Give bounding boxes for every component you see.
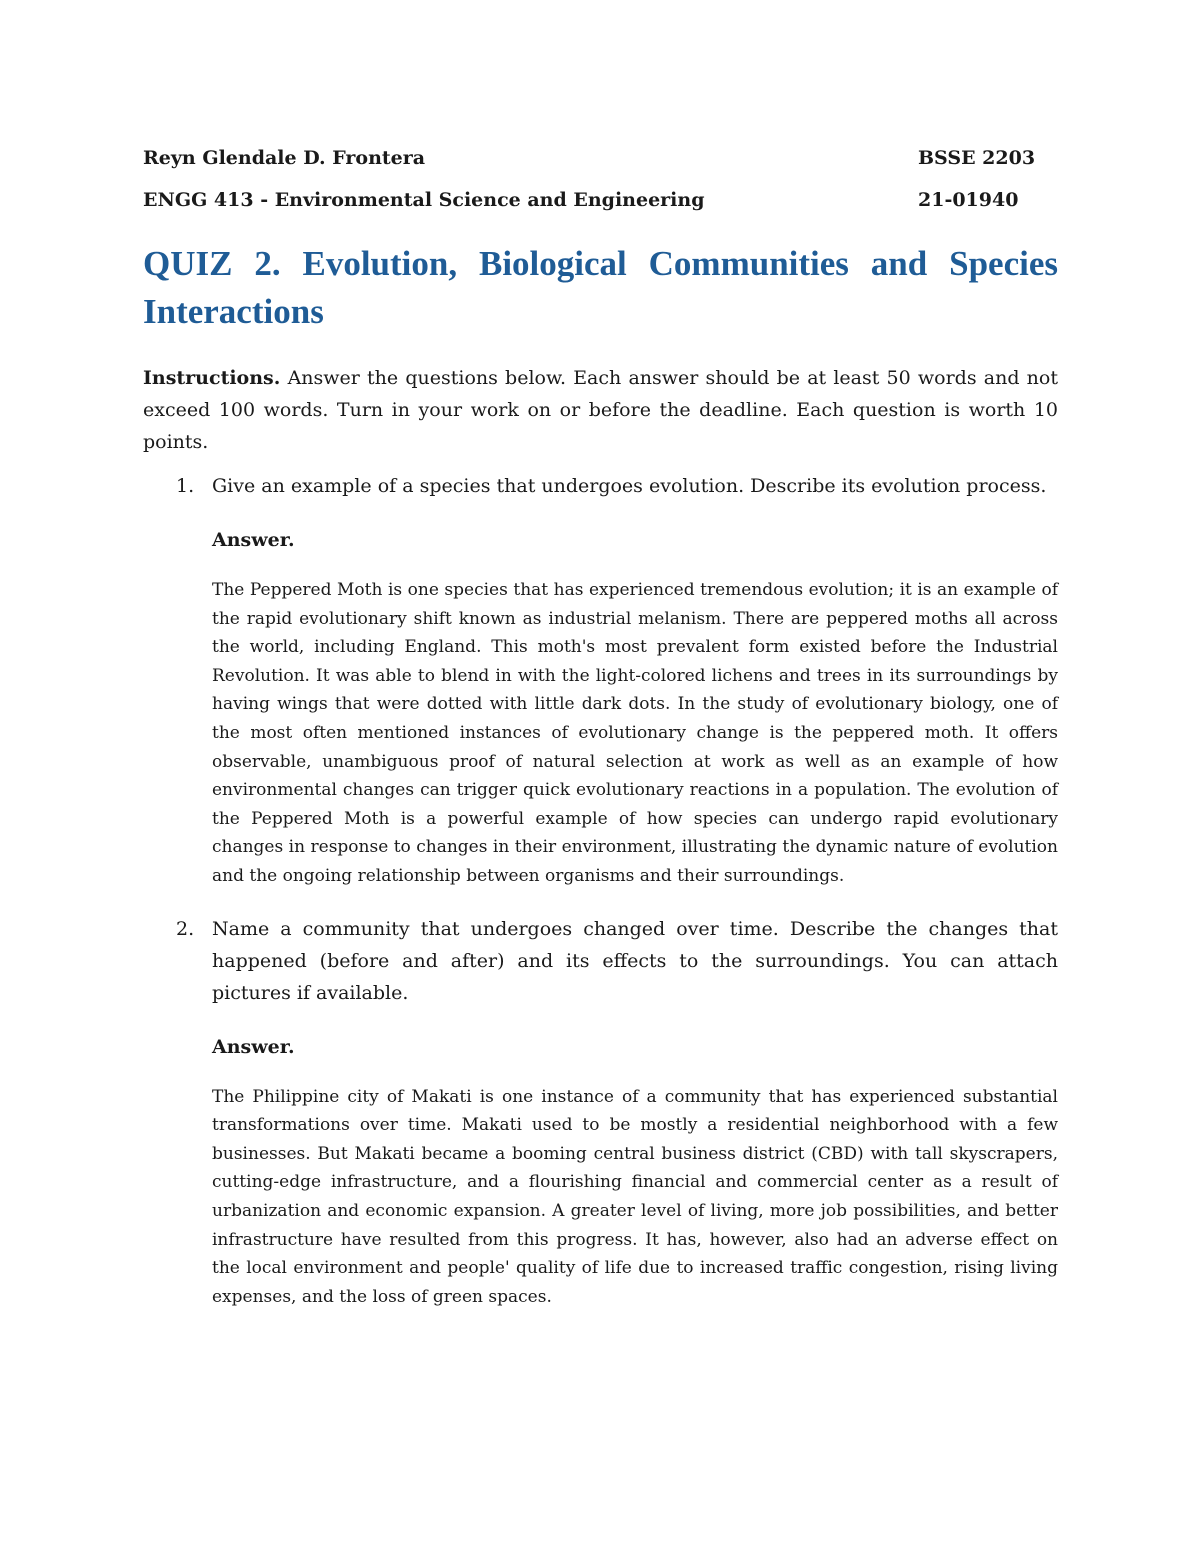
section-code: BSSE 2203 xyxy=(918,147,1036,169)
instructions-label: Instructions. xyxy=(143,367,281,389)
question-prompt: Name a community that undergoes changed over time. Describe the changes that happened (before and after) and its effects to the surroundings. You can attach pictures if available. xyxy=(212,917,1058,1004)
answer-label: Answer. xyxy=(212,1035,295,1058)
answer-label: Answer. xyxy=(212,529,295,551)
question-prompt: Give an example of a species that undergoes evolution. Describe its evolution process. xyxy=(212,475,1047,497)
instructions xyxy=(143,362,1058,458)
header-row-2 xyxy=(143,182,1058,224)
answer-text: The Philippine city of Makati is one instance of a community that has experienced substantial transformations over time. Makati used to be mostly a residential neighborhood with a few businesses. But Makati became a booming central business district (CBD) with tall skyscrapers, cutting-edge infrastructure, and a flourishing financial and commercial center as a result of urbanization and economic expansion. A greater level of living, more job possibilities, and better infrastructure have resulted from this progress. It has, however, also had an adverse effect on the local environment and people' quality of life due to increased traffic congestion, rising living expenses, and the loss of green spaces. xyxy=(212,1086,1058,1307)
question-item xyxy=(143,470,1058,891)
question-number: 1. xyxy=(176,475,195,497)
course-name: ENGG 413 - Environmental Science and Engineering xyxy=(143,189,705,211)
instructions-text: Answer the questions below. Each answer should be at least 50 words and not exceed 100 words. Turn in your work on or before the deadline. Each question is worth 10 points. xyxy=(143,367,1058,453)
answer-text: The Peppered Moth is one species that has experienced tremendous evolution; it is an example of the rapid evolutionary shift known as industrial melanism. There are peppered moths all across the world, including England. This moth's most prevalent form existed before the Industrial Revolution. It was able to blend in with the light-colored lichens and trees in its surroundings by having wings that were dotted with little dark dots. In the study of evolutionary biology, one of the most often mentioned instances of evolutionary change is the peppered moth. It offers observable, unambiguous proof of natural selection at work as well as an example of how environmental changes can trigger quick evolutionary reactions in a population. The evolution of the Peppered Moth is a powerful example of how species can undergo rapid evolutionary changes in response to changes in their environment, illustrating the dynamic nature of evolution and the ongoing relationship between organisms and their surroundings. xyxy=(212,580,1058,886)
header-row-1 xyxy=(143,140,1058,182)
document-page xyxy=(143,140,1058,1311)
student-id: 21-01940 xyxy=(918,189,1019,211)
question-number: 2. xyxy=(176,917,195,940)
quiz-title: QUIZ 2. Evolution, Biological Communities and Species Interactions xyxy=(143,244,1058,331)
student-name: Reyn Glendale D. Frontera xyxy=(143,147,426,169)
question-item xyxy=(143,913,1058,1312)
question-list xyxy=(143,470,1058,1311)
